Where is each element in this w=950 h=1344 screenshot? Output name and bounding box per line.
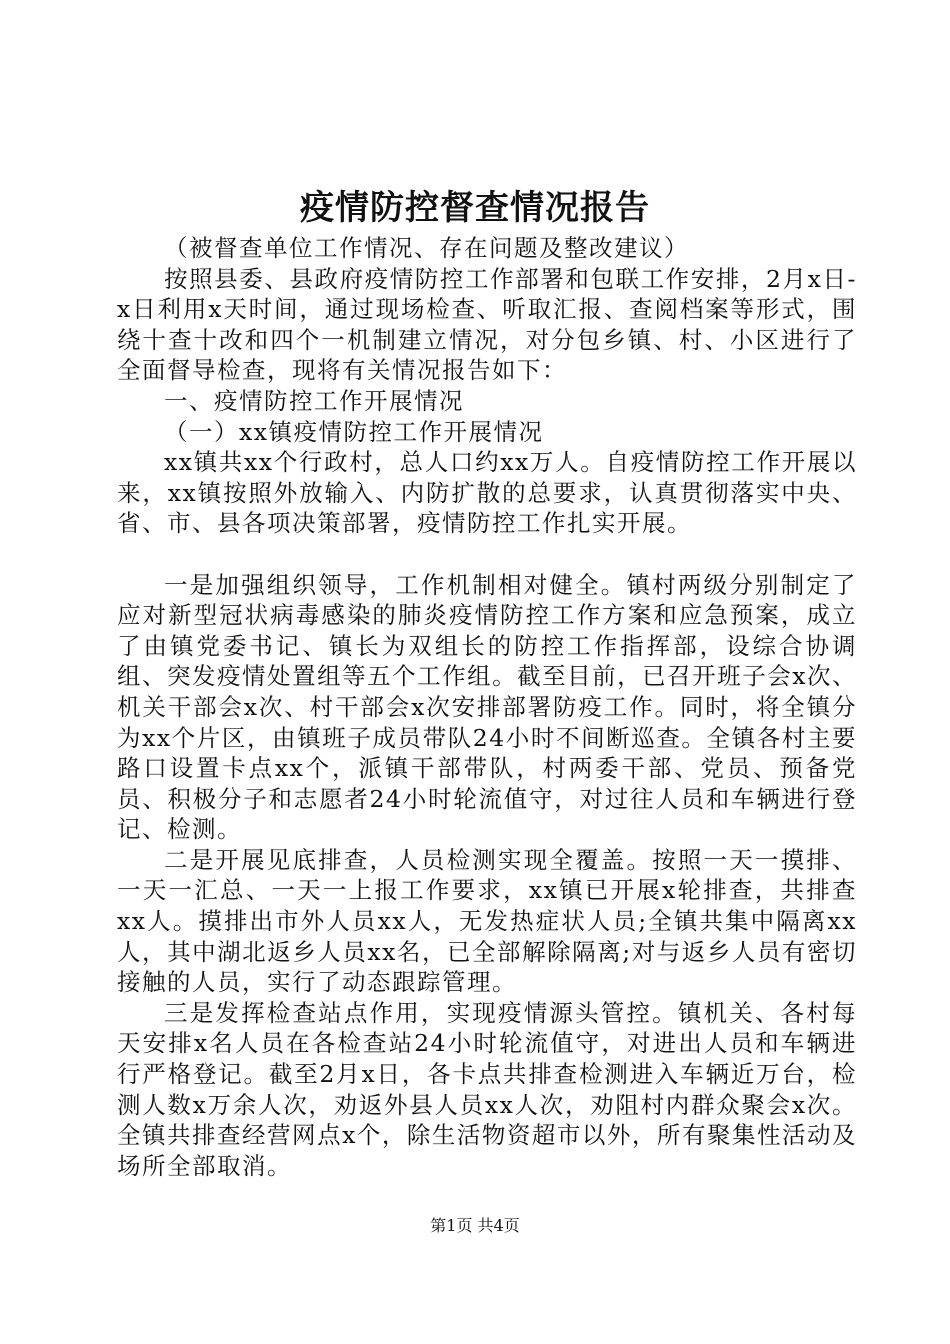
- point-one-paragraph: 一是加强组织领导，工作机制相对健全。镇村两级分别制定了应对新型冠状病毒感染的肺炎疫情防控工作方案和应急预案，成立了由镇党委书记、镇长为双组长的防控工作指挥部，设综合协调组、突发疫情处置组等五个工作组。截至目前，已召开班子会x次、机关干部会x次、村干部会x次安排部署防疫工作。同时，将全镇分为xx个片区，由镇班子成员带队24小时不间断巡查。全镇各村主要路口设置卡点xx个，派镇干部带队，村两委干部、党员、预备党员、积极分子和志愿者24小时轮流值守，对过往人员和车辆进行登记、检测。: [117, 570, 857, 844]
- document-body: [117, 233, 857, 1181]
- document-title: 疫情防控督查情况报告: [300, 188, 650, 228]
- point-two-paragraph: 二是开展见底排查，人员检测实现全覆盖。按照一天一摸排、一天一汇总、一天一上报工作要求，xx镇已开展x轮排查，共排查xx人。摸排出市外人员xx人，无发热症状人员;全镇共集中隔离xx人，其中湖北返乡人员xx名，已全部解除隔离;对与返乡人员有密切接触的人员，实行了动态跟踪管理。: [117, 845, 857, 997]
- subsection-heading: （一）xx镇疫情防控工作开展情况: [164, 417, 544, 446]
- intro-paragraph: 按照县委、县政府疫情防控工作部署和包联工作安排，2月x日-x日利用x天时间，通过现场检查、听取汇报、查阅档案等形式，围绕十查十改和四个一机制建立情况，对分包乡镇、村、小区进行了全面督导检查，现将有关情况报告如下：: [117, 264, 857, 385]
- overview-paragraph: xx镇共xx个行政村，总人口约xx万人。自疫情防控工作开展以来，xx镇按照外放输入、内防扩散的总要求，认真贯彻落实中央、省、市、县各项决策部署，疫情防控工作扎实开展。: [117, 448, 857, 538]
- paragraph-spacer: [117, 539, 857, 570]
- subtitle-note: （被督查单位工作情况、存在问题及整改建议）: [164, 234, 689, 262]
- section-heading: 一、疫情防控工作开展情况: [164, 386, 464, 415]
- page-number-footer: 第1页 共4页: [430, 1216, 520, 1235]
- point-three-paragraph: 三是发挥检查站点作用，实现疫情源头管控。镇机关、各村每天安排x名人员在各检查站24小时轮流值守，对进出人员和车辆进行严格登记。截至2月x日，各卡点共排查检测进入车辆近万台，检测人数x万余人次，劝返外县人员xx人次，劝阻村内群众聚会x次。全镇共排查经营网点x个，除生活物资超市以外，所有聚集性活动及场所全部取消。: [117, 998, 857, 1180]
